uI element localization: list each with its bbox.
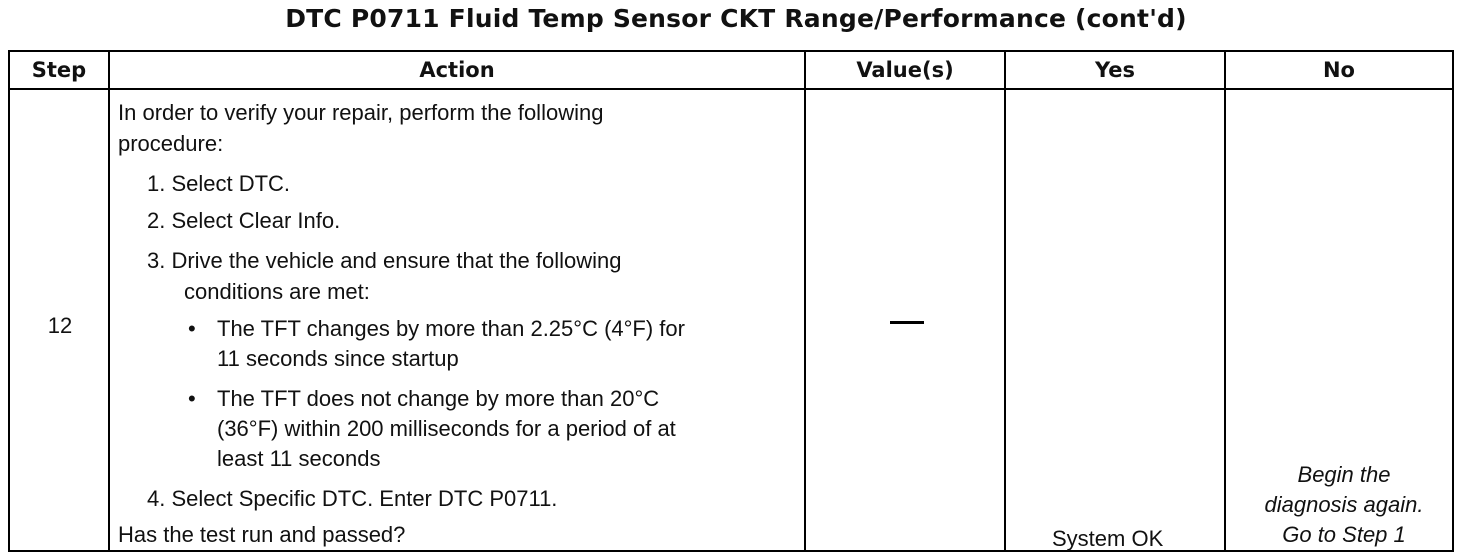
- action-item-2: 2. Select Clear Info.: [147, 208, 341, 233]
- page-title: DTC P0711 Fluid Temp Sensor CKT Range/Performance (cont'd): [285, 4, 1187, 33]
- action-intro-cont: procedure:: [118, 131, 224, 156]
- step-number: 12: [47, 313, 73, 338]
- value-dash: [890, 321, 924, 324]
- header-action: Action: [419, 58, 495, 82]
- no-result: [1232, 460, 1456, 550]
- bullet-2-cont: least 11 seconds: [217, 446, 381, 471]
- action-item-3: 3. Drive the vehicle and ensure that the following: [147, 248, 622, 273]
- header-no: No: [1322, 58, 1355, 82]
- column-divider: [1224, 52, 1226, 550]
- bullet-icon: •: [188, 386, 196, 411]
- yes-result: System OK: [1052, 526, 1164, 551]
- action-question: Has the test run and passed?: [118, 522, 406, 547]
- bullet-icon: •: [188, 316, 196, 341]
- header-yes: Yes: [1094, 58, 1136, 82]
- bullet-2-cont: (36°F) within 200 milliseconds for a period of at: [217, 416, 676, 441]
- action-item-4: 4. Select Specific DTC. Enter DTC P0711.: [147, 486, 558, 511]
- no-result-line: Begin the: [1297, 462, 1391, 487]
- bullet-1-cont: 11 seconds since startup: [217, 346, 459, 371]
- column-divider: [1004, 52, 1006, 550]
- header-divider: [10, 88, 1452, 90]
- column-divider: [804, 52, 806, 550]
- action-intro: In order to verify your repair, perform the following: [118, 100, 604, 125]
- no-result-line: diagnosis again.: [1264, 492, 1424, 517]
- no-result-line: Go to Step 1: [1282, 522, 1406, 547]
- action-item-1: 1. Select DTC.: [147, 171, 291, 196]
- action-item-3-cont: conditions are met:: [184, 279, 370, 304]
- header-step: Step: [31, 58, 87, 82]
- bullet-2: The TFT does not change by more than 20°C: [217, 386, 660, 411]
- bullet-1: The TFT changes by more than 2.25°C (4°F) for: [217, 316, 685, 341]
- column-divider: [108, 52, 110, 550]
- header-values: Value(s): [856, 58, 954, 82]
- diagnostic-table: [8, 50, 1454, 552]
